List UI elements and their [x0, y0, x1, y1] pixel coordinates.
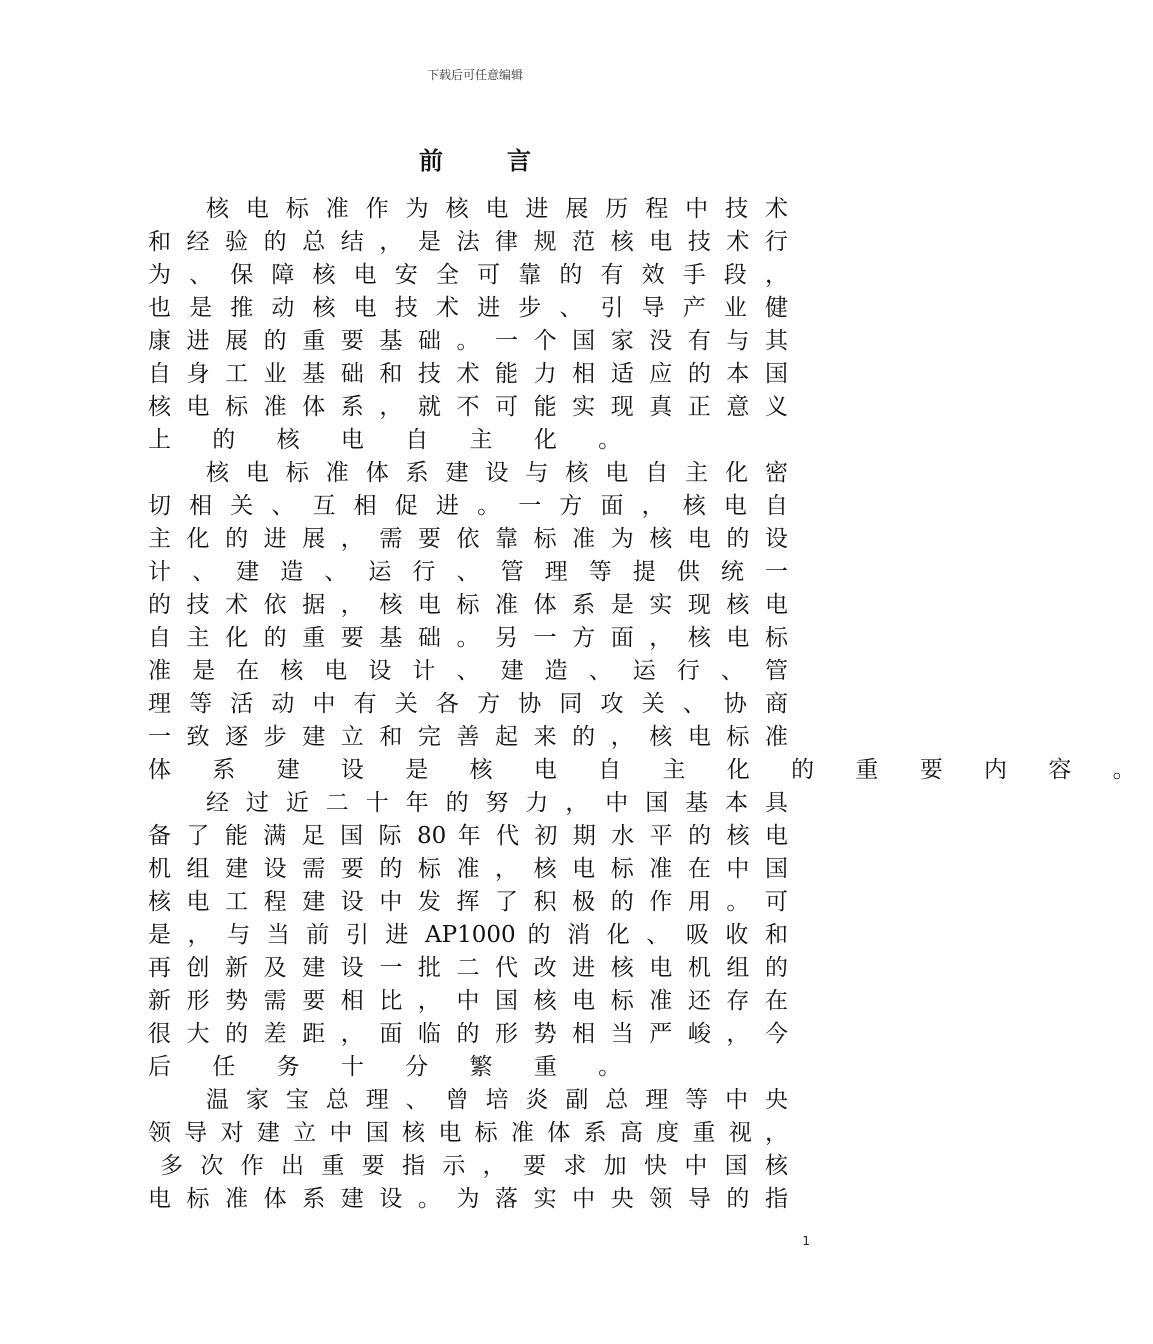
text-line: 准 是 在 核 电 设 计 、 建 造 、 运 行 、 管	[148, 658, 788, 684]
text-line: 很 大 的 差 距 ， 面 临 的 形 势 相 当 严 峻 ， 今	[148, 1021, 788, 1047]
text-line: 计 、 建 造 、 运 行 、 管 理 等 提 供 统 一	[148, 559, 788, 585]
text-line: 一 致 逐 步 建 立 和 完 善 起 来 的 ， 核 电 标 准	[148, 724, 788, 750]
text-line: 后 任 务 十 分 繁 重 。	[148, 1054, 639, 1080]
text-line: 的 技 术 依 据 ， 核 电 标 准 体 系 是 实 现 核 电	[148, 592, 788, 618]
text-line: 和 经 验 的 总 结 ， 是 法 律 规 范 核 电 技 术 行	[148, 229, 788, 255]
page-title: 前言	[419, 147, 595, 175]
text-line: 核 电 标 准 体 系 ， 就 不 可 能 实 现 真 正 意 义	[148, 394, 788, 420]
text-line: 经 过 近 二 十 年 的 努 力 ， 中 国 基 本 具	[206, 790, 788, 816]
text-line: 多 次 作 出 重 要 指 示 ， 要 求 加 快 中 国 核	[160, 1153, 788, 1179]
text-line: 自 身 工 业 基 础 和 技 术 能 力 相 适 应 的 本 国	[148, 361, 788, 387]
text-line: 电 标 准 体 系 建 设 。 为 落 实 中 央 领 导 的 指	[148, 1186, 788, 1212]
page-header: 下载后可任意编辑	[426, 68, 523, 82]
text-line: 主 化 的 进 展 ， 需 要 依 靠 标 准 为 核 电 的 设	[148, 526, 788, 552]
text-line: 温 家 宝 总 理 、 曾 培 炎 副 总 理 等 中 央	[206, 1087, 788, 1113]
text-line: 机 组 建 设 需 要 的 标 准 ， 核 电 标 准 在 中 国	[148, 856, 788, 882]
text-line: 自 主 化 的 重 要 基 础 。 另 一 方 面 ， 核 电 标	[148, 625, 788, 651]
text-line: 切 相 关 、 互 相 促 进 。 一 方 面 ， 核 电 自	[148, 493, 788, 519]
text-line: 体 系 建 设 是 核 电 自 主 化 的 重 要 内 容 。	[148, 757, 1153, 783]
text-line: 备 了 能 满 足 国 际 80 年 代 初 期 水 平 的 核 电	[148, 823, 788, 849]
body-text	[148, 193, 1153, 1216]
text-line: 为 、 保 障 核 电 安 全 可 靠 的 有 效 手 段 ，	[148, 262, 788, 288]
text-line: 领 导 对 建 立 中 国 核 电 标 准 体 系 高 度 重 视 ，	[148, 1120, 788, 1146]
text-line: 核 电 标 准 体 系 建 设 与 核 电 自 主 化 密	[206, 460, 788, 486]
page-number: 1	[802, 1234, 810, 1248]
text-line: 也 是 推 动 核 电 技 术 进 步 、 引 导 产 业 健	[148, 295, 788, 321]
text-line: 核 电 工 程 建 设 中 发 挥 了 积 极 的 作 用 。 可	[148, 889, 788, 915]
text-line: 再 创 新 及 建 设 一 批 二 代 改 进 核 电 机 组 的	[148, 955, 788, 981]
text-line: 新 形 势 需 要 相 比 ， 中 国 核 电 标 准 还 存 在	[148, 988, 788, 1014]
text-line: 上 的 核 电 自 主 化 。	[148, 427, 639, 453]
text-line: 康 进 展 的 重 要 基 础 。 一 个 国 家 没 有 与 其	[148, 328, 788, 354]
text-line: 核 电 标 准 作 为 核 电 进 展 历 程 中 技 术	[206, 196, 788, 222]
text-line: 是 ， 与 当 前 引 进 AP1000 的 消 化 、 吸 收 和	[148, 922, 788, 948]
text-line: 理 等 活 动 中 有 关 各 方 协 同 攻 关 、 协 商	[148, 691, 788, 717]
